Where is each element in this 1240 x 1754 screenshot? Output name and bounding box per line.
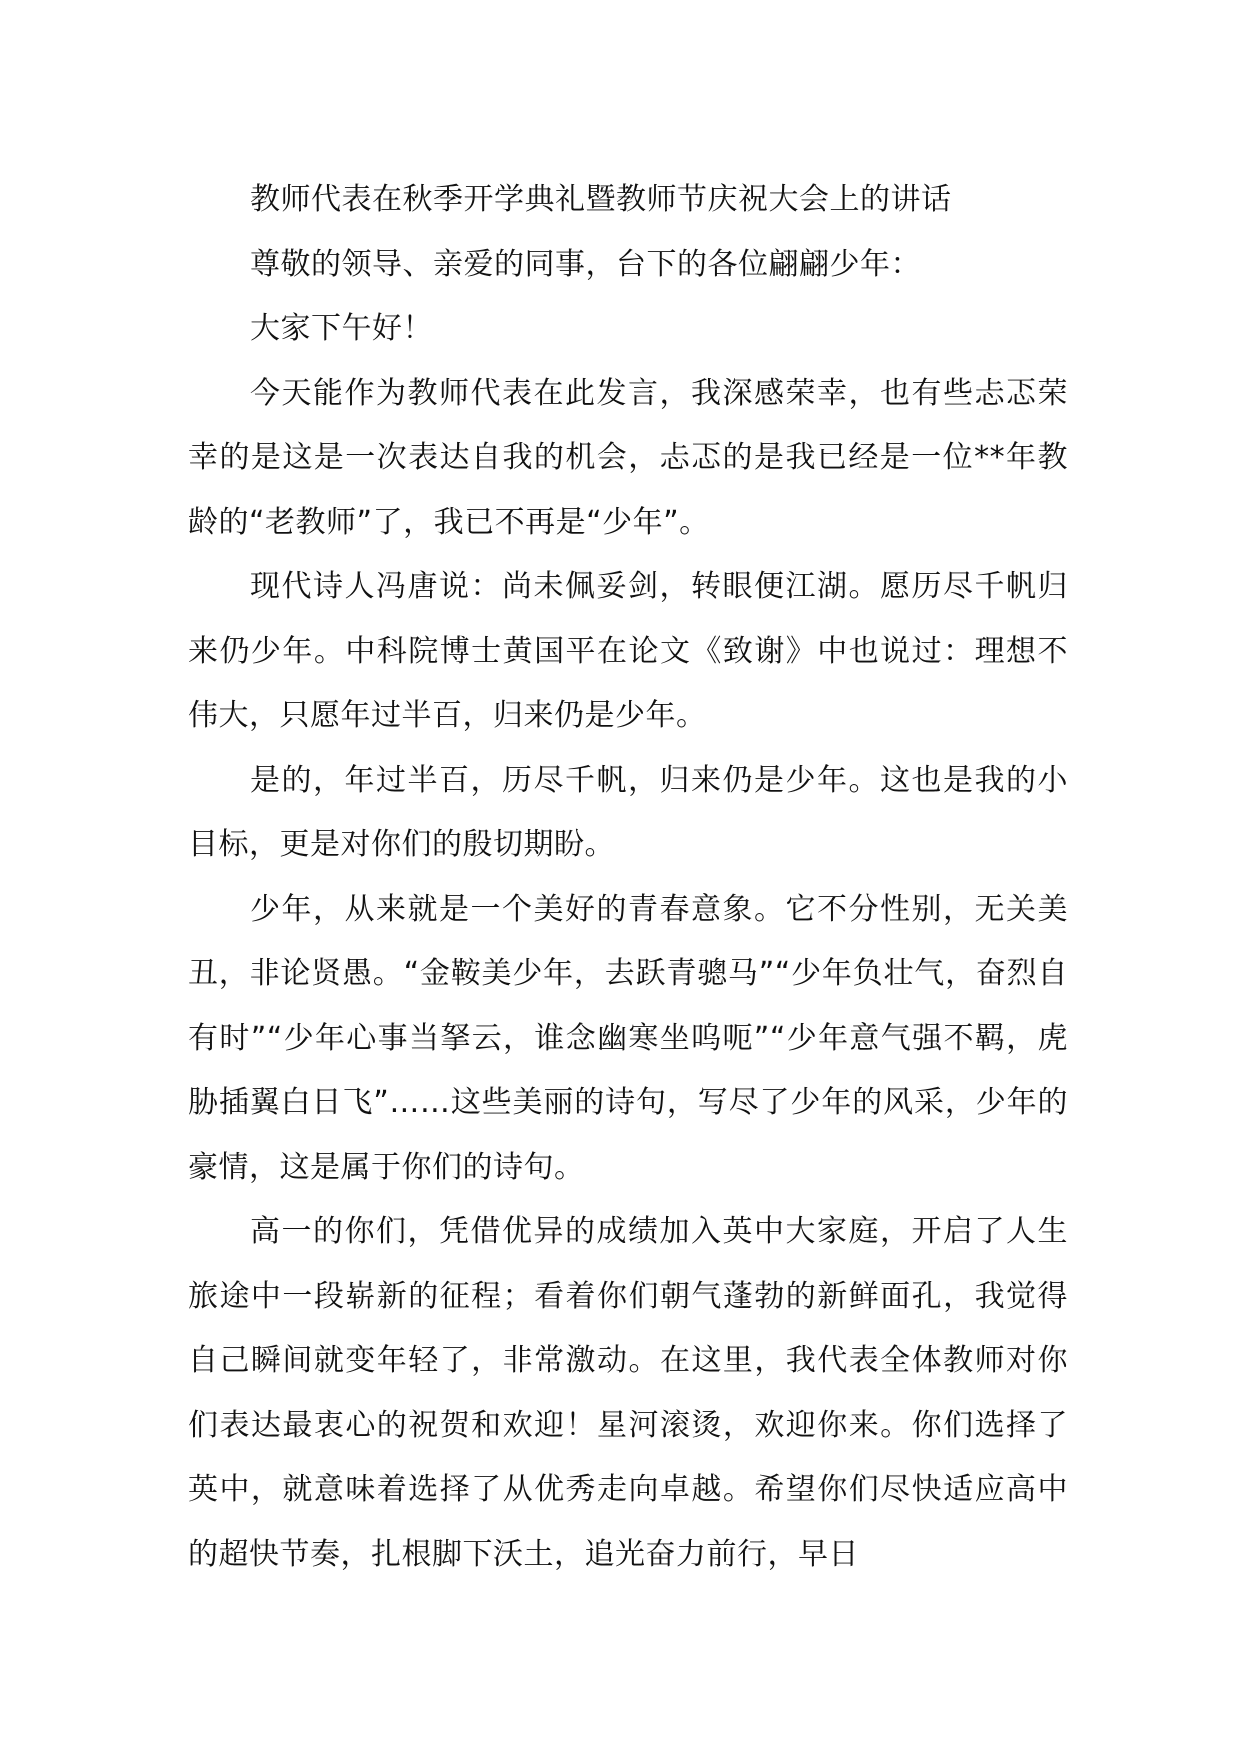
paragraph: 是的，年过半百，历尽千帆，归来仍是少年。这也是我的小目标，更是对你们的殷切期盼。: [188, 762, 1068, 862]
greeting: 大家下午好！: [250, 311, 433, 346]
paragraph: 今天能作为教师代表在此发言，我深感荣幸，也有些忐忑荣幸的是这是一次表达自我的机会，忐忑的是我已经是一位**年教龄的“老教师”了，我已不再是“少年”。: [188, 375, 1068, 540]
paragraph: 少年，从来就是一个美好的青春意象。它不分性别，无关美丑，非论贤愚。“金鞍美少年，去跃青骢马”“少年负壮气，奋烈自有时”“少年心事当拏云，谁念幽寒坐呜呃”“少年意气强不羁，虎胁插翼白日飞”……这些美丽的诗句，写尽了少年的风采，少年的豪情，这是属于你们的诗句。: [188, 891, 1068, 1185]
salutation: 尊敬的领导、亲爱的同事，台下的各位翩翩少年：: [250, 246, 921, 282]
document-body: [188, 168, 1068, 1587]
paragraph: 现代诗人冯唐说：尚未佩妥剑，转眼便江湖。愿历尽千帆归来仍少年。中科院博士黄国平在论文《致谢》中也说过：理想不伟大，只愿年过半百，归来仍是少年。: [188, 569, 1068, 733]
paragraph: 高一的你们，凭借优异的成绩加入英中大家庭，开启了人生旅途中一段崭新的征程；看着你们朝气蓬勃的新鲜面孔，我觉得自己瞬间就变年轻了，非常激动。在这里，我代表全体教师对你们表达最衷心的祝贺和欢迎！星河滚烫，欢迎你来。你们选择了英中，就意味着选择了从优秀走向卓越。希望你们尽快适应高中的超快节奏，扎根脚下沃土，追光奋力前行，早日: [188, 1214, 1068, 1572]
document-title: 教师代表在秋季开学典礼暨教师节庆祝大会上的讲话: [250, 182, 952, 217]
